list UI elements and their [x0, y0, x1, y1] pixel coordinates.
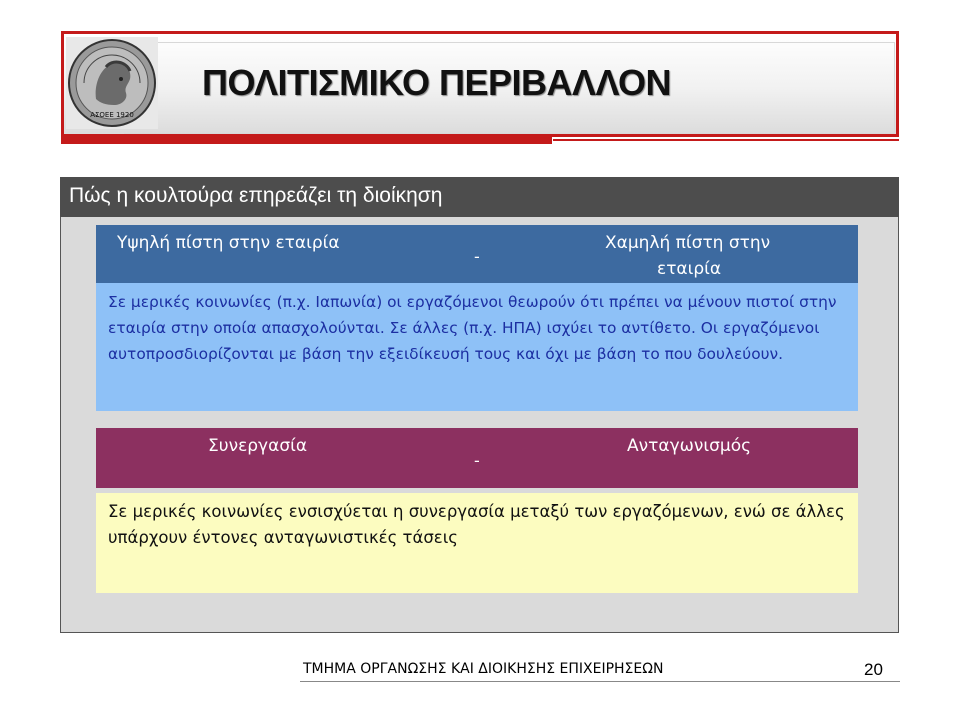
cooperation-dash: -: [474, 451, 480, 470]
cooperation-description: Σε μερικές κοινωνίες ενσισχύεται η συνεργασία μεταξύ των εργαζόμενων, ενώ σε άλλες υπάρχουν έντονες ανταγωνιστικές τάσεις: [96, 493, 858, 593]
accent-line: [553, 139, 899, 141]
question-heading: Πώς η κουλτούρα επηρεάζει τη διοίκηση: [69, 184, 443, 207]
trust-dash: -: [474, 247, 480, 266]
page-number: 20: [864, 660, 883, 679]
footer-department: ΤΜΗΜΑ ΟΡΓΑΝΩΣΗΣ ΚΑΙ ΔΙΟΙΚΗΣΗΣ ΕΠΙΧΕΙΡΗΣΕΩΝ: [303, 661, 664, 677]
high-trust-label: Υψηλή πίστη στην εταιρία: [117, 233, 340, 253]
low-trust-label-line1: Χαμηλή πίστη στην: [605, 233, 771, 253]
slide-title: ΠΟΛΙΤΙΣΜΙΚΟ ΠΕΡΙΒΑΛΛΟΝ: [202, 62, 672, 103]
competition-label: Ανταγωνισμός: [627, 436, 752, 456]
asoee-logo: [66, 37, 158, 129]
cooperation-label: Συνεργασία: [208, 436, 308, 456]
footer-line: [300, 681, 900, 682]
trust-description: Σε μερικές κοινωνίες (π.χ. Ιαπωνία) οι εργαζόμενοι θεωρούν ότι πρέπει να μένουν πιστοί στην εταιρία στην οποία απασχολούνται. Σε άλλες (π.χ. ΗΠΑ) ισχύει το αντίθετο. Οι εργαζόμενοι αυτοπροσδιορίζονται με βάση την εξειδίκευσή τους και όχι με βάση το που δουλεύουν.: [96, 283, 858, 411]
accent-bar: [61, 136, 552, 144]
low-trust-label-line2: εταιρία: [657, 259, 722, 279]
svg-text:ΑΣΟΕΕ 1920: ΑΣΟΕΕ 1920: [90, 111, 134, 119]
